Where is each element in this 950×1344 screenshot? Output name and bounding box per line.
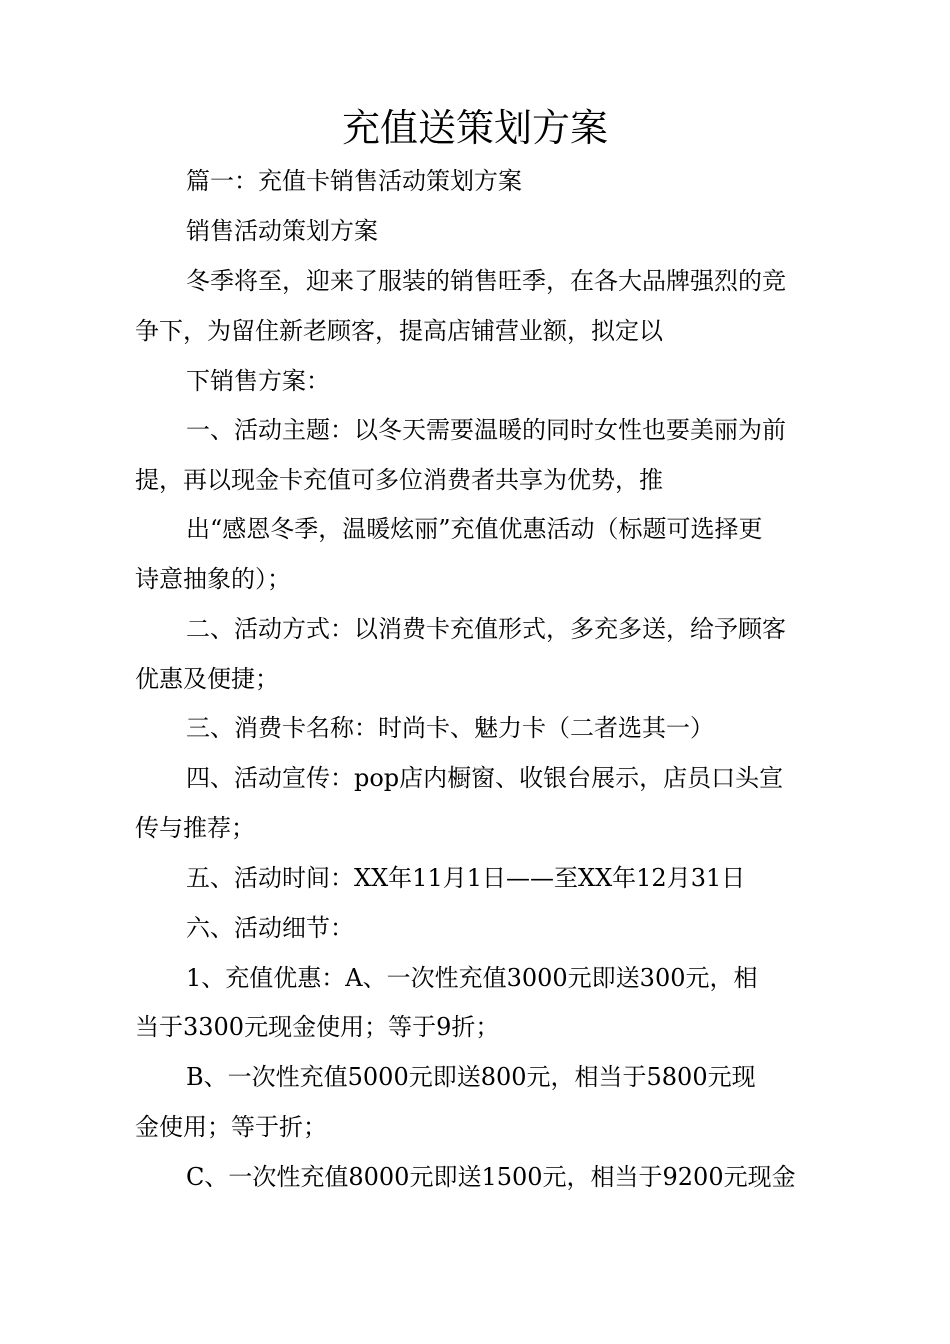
paragraph-line: 下销售方案： [186, 367, 330, 395]
paragraph-line: 冬季将至，迎来了服装的销售旺季，在各大品牌强烈的竞 [186, 267, 786, 295]
document-title: 充值送策划方案 [341, 106, 608, 150]
paragraph-line: C、一次性充值8000元即送1500元，相当于9200元现金 [186, 1163, 796, 1191]
paragraph-line: 五、活动时间：XX年11月1日——至XX年12月31日 [186, 864, 746, 892]
paragraph-line: 一、活动主题：以冬天需要温暖的同时女性也要美丽为前 [186, 416, 786, 444]
paragraph-line: 提，再以现金卡充值可多位消费者共享为优势，推 [135, 466, 663, 494]
paragraph-line: 三、消费卡名称：时尚卡、魅力卡（二者选其一） [186, 714, 714, 742]
paragraph-line: 当于3300元现金使用；等于9折； [135, 1013, 500, 1041]
paragraph-line: 出“感恩冬季，温暖炫丽”充值优惠活动（标题可选择更 [186, 515, 763, 543]
paragraph-line: 优惠及便捷； [135, 665, 279, 693]
paragraph-line: 四、活动宣传：pop店内橱窗、收银台展示，店员口头宣 [186, 764, 784, 792]
paragraph-line: 六、活动细节： [186, 914, 354, 942]
paragraph-line: 金使用；等于折； [135, 1113, 327, 1141]
paragraph-line: 争下，为留住新老顾客，提高店铺营业额，拟定以 [135, 317, 663, 345]
paragraph-line: 传与推荐； [135, 814, 255, 842]
paragraph-line: 销售活动策划方案 [186, 217, 378, 245]
paragraph-line: 二、活动方式：以消费卡充值形式，多充多送，给予顾客 [186, 615, 786, 643]
paragraph-line: 篇一：充值卡销售活动策划方案 [186, 167, 522, 195]
paragraph-line: 诗意抽象的）； [135, 565, 291, 593]
paragraph-line: 1、充值优惠：A、一次性充值3000元即送300元，相 [186, 964, 758, 992]
paragraph-line: B、一次性充值5000元即送800元，相当于5800元现 [186, 1063, 756, 1091]
